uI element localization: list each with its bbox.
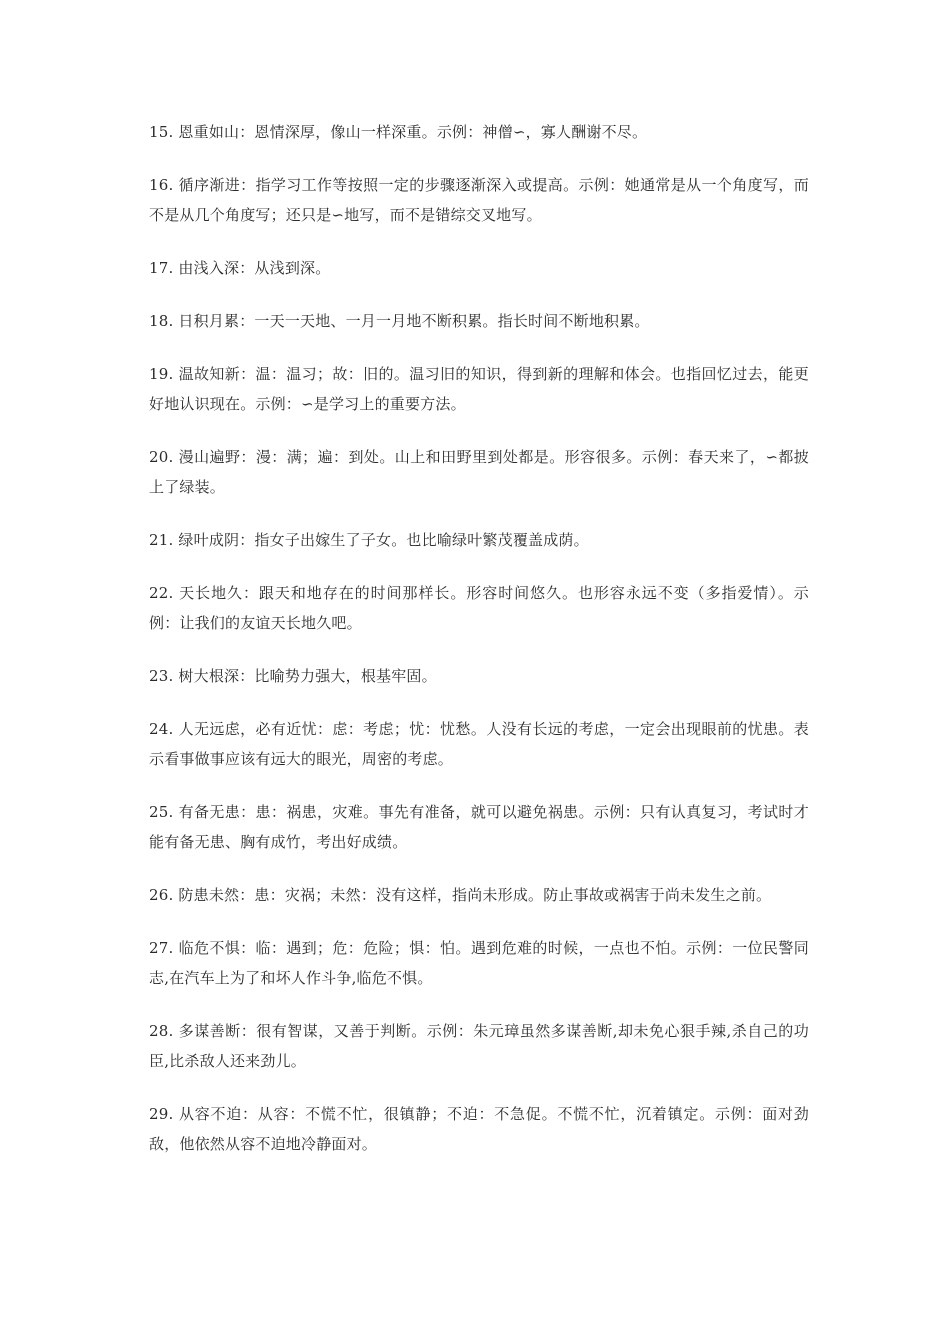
- idiom-entry-27: [149, 933, 809, 993]
- entry-text: 19. 温故知新：温：温习；故：旧的。温习旧的知识，得到新的理解和体会。也指回忆过去，能更好地认识现在。示例：∽是学习上的重要方法。: [149, 365, 809, 413]
- entry-text: 20. 漫山遍野：漫：满；遍：到处。山上和田野里到处都是。形容很多。示例：春天来了，∽都披上了绿装。: [149, 448, 809, 496]
- entry-text: 27. 临危不惧：临：遇到；危：危险；惧：怕。遇到危难的时候，一点也不怕。示例：一位民警同志,在汽车上为了和坏人作斗争,临危不惧。: [149, 939, 809, 987]
- entry-text: 15. 恩重如山：恩情深厚，像山一样深重。示例：神僧∽，寡人酬谢不尽。: [149, 123, 648, 141]
- entry-text: 22. 天长地久：跟天和地存在的时间那样长。形容时间悠久。也形容永远不变（多指爱情）。示例：让我们的友谊天长地久吧。: [149, 584, 809, 632]
- entry-text: 25. 有备无患：患：祸患，灾难。事先有准备，就可以避免祸患。示例：只有认真复习，考试时才能有备无患、胸有成竹，考出好成绩。: [149, 803, 809, 851]
- idiom-entry-25: [149, 797, 809, 857]
- idiom-entry-29: [149, 1099, 809, 1159]
- entry-text: 26. 防患未然：患：灾祸；未然：没有这样，指尚未形成。防止事故或祸害于尚未发生之前。: [149, 886, 772, 904]
- idiom-entry-17: [149, 253, 809, 283]
- idiom-entry-19: [149, 359, 809, 419]
- idiom-entry-23: [149, 661, 809, 691]
- idiom-entry-20: [149, 442, 809, 502]
- entry-text: 17. 由浅入深：从浅到深。: [149, 259, 331, 277]
- document-page: [149, 117, 809, 1182]
- entry-text: 21. 绿叶成阴：指女子出嫁生了子女。也比喻绿叶繁茂覆盖成荫。: [149, 531, 589, 549]
- idiom-entry-21: [149, 525, 809, 555]
- idiom-entry-18: [149, 306, 809, 336]
- idiom-entry-28: [149, 1016, 809, 1076]
- entry-text: 24. 人无远虑，必有近忧：虑：考虑；忧：忧愁。人没有长远的考虑，一定会出现眼前的忧患。表示看事做事应该有远大的眼光，周密的考虑。: [149, 720, 809, 768]
- entry-text: 16. 循序渐进：指学习工作等按照一定的步骤逐渐深入或提高。示例：她通常是从一个角度写，而不是从几个角度写；还只是∽地写，而不是错综交叉地写。: [149, 176, 809, 224]
- idiom-entry-16: [149, 170, 809, 230]
- idiom-entry-26: [149, 880, 809, 910]
- entry-text: 28. 多谋善断：很有智谋，又善于判断。示例：朱元璋虽然多谋善断,却未免心狠手辣,杀自己的功臣,比杀敌人还来劲儿。: [149, 1022, 809, 1070]
- idiom-entry-24: [149, 714, 809, 774]
- entry-text: 18. 日积月累：一天一天地、一月一月地不断积累。指长时间不断地积累。: [149, 312, 650, 330]
- entry-text: 23. 树大根深：比喻势力强大，根基牢固。: [149, 667, 437, 685]
- entry-text: 29. 从容不迫：从容：不慌不忙，很镇静；不迫：不急促。不慌不忙，沉着镇定。示例：面对劲敌，他依然从容不迫地冷静面对。: [149, 1105, 809, 1153]
- idiom-entry-15: [149, 117, 809, 147]
- idiom-entry-22: [149, 578, 809, 638]
